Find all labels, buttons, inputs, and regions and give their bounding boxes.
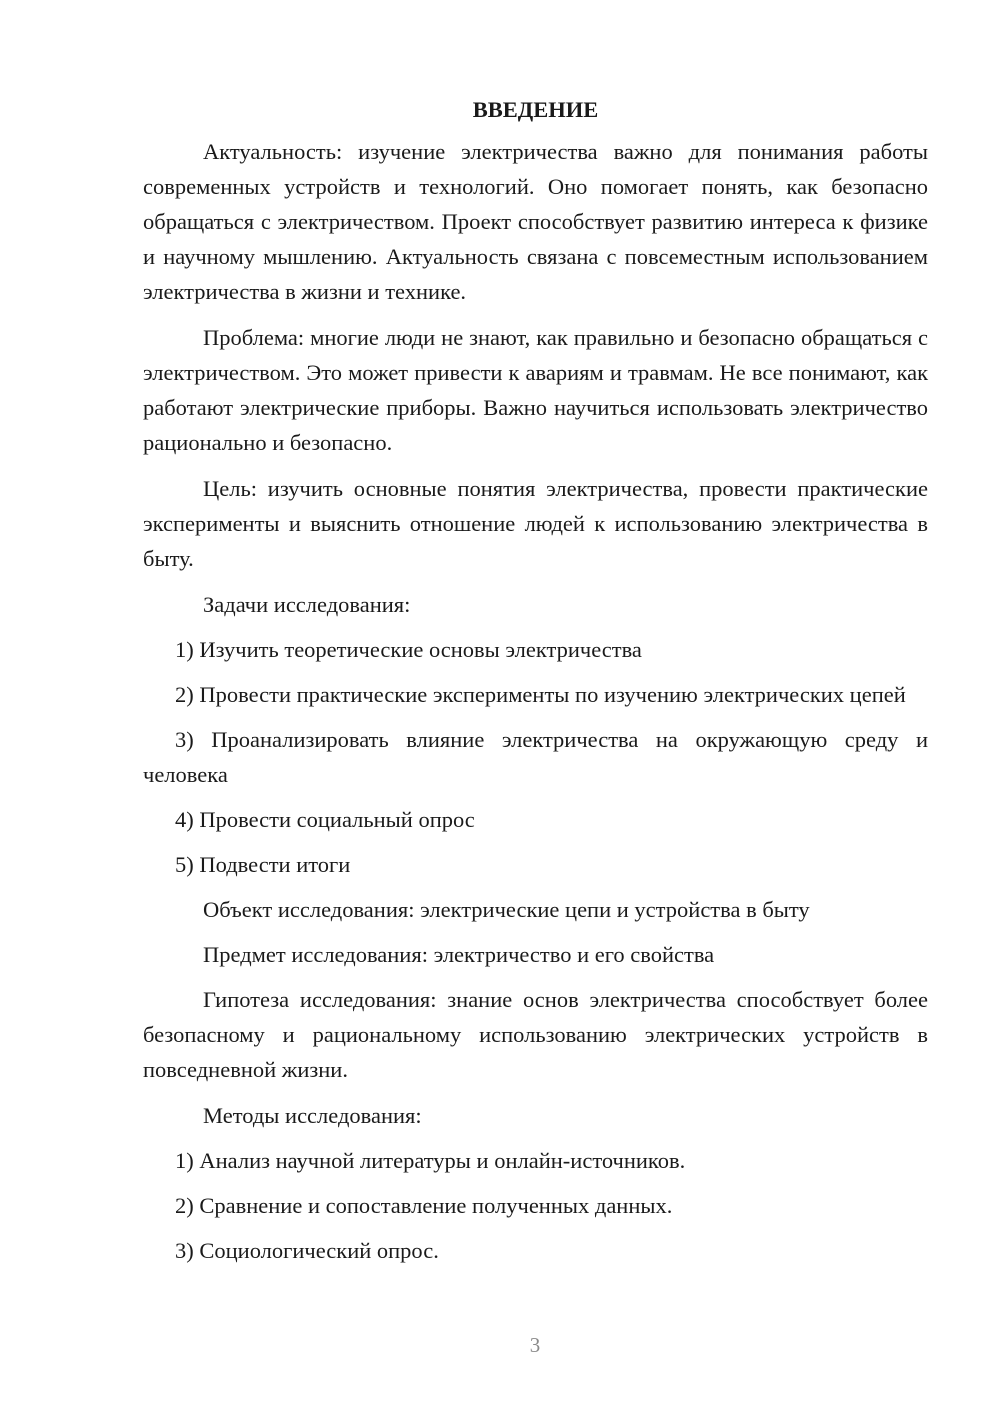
document-page [143,92,928,1278]
page-number: 3 [529,1333,541,1357]
tasks-list [143,632,928,882]
methods-heading: Методы исследования: [203,1103,422,1128]
list-item: 1) Изучить теоретические основы электричества [175,637,642,662]
list-item: 2) Сравнение и сопоставление полученных данных. [175,1193,673,1218]
tasks-heading: Задачи исследования: [203,592,411,617]
list-item: 3) Социологический опрос. [175,1238,439,1263]
page-title: ВВЕДЕНИЕ [472,97,599,122]
object-paragraph: Объект исследования: электрические цепи и устройства в быту [203,897,810,922]
list-item: 3) Проанализировать влияние электричества на окружающую среду и человека [143,727,928,787]
subject-paragraph: Предмет исследования: электричество и его свойства [203,942,715,967]
problem-paragraph: Проблема: многие люди не знают, как правильно и безопасно обращаться с электричеством. Это может привести к авариям и травмам. Не все понимают, как работают электрические приборы. Важно научиться использовать электричество рационально и безопасно. [143,325,928,455]
goal-paragraph: Цель: изучить основные понятия электричества, провести практические эксперименты и выяснить отношение людей к использованию электричества в быту. [143,476,928,571]
relevance-paragraph: Актуальность: изучение электричества важно для понимания работы современных устройств и технологий. Оно помогает понять, как безопасно обращаться с электричеством. Проект способствует развитию интереса к физике и научному мышлению. Актуальность связана с повсеместным использованием электричества в жизни и технике. [143,139,928,304]
hypothesis-paragraph: Гипотеза исследования: знание основ электричества способствует более безопасному и рациональному использованию электрических устройств в повседневной жизни. [143,987,928,1082]
methods-list [143,1143,928,1268]
list-item: 4) Провести социальный опрос [175,807,475,832]
list-item: 1) Анализ научной литературы и онлайн-источников. [175,1148,686,1173]
list-item: 2) Провести практические эксперименты по изучению электрических цепей [175,682,906,707]
list-item: 5) Подвести итоги [175,852,351,877]
